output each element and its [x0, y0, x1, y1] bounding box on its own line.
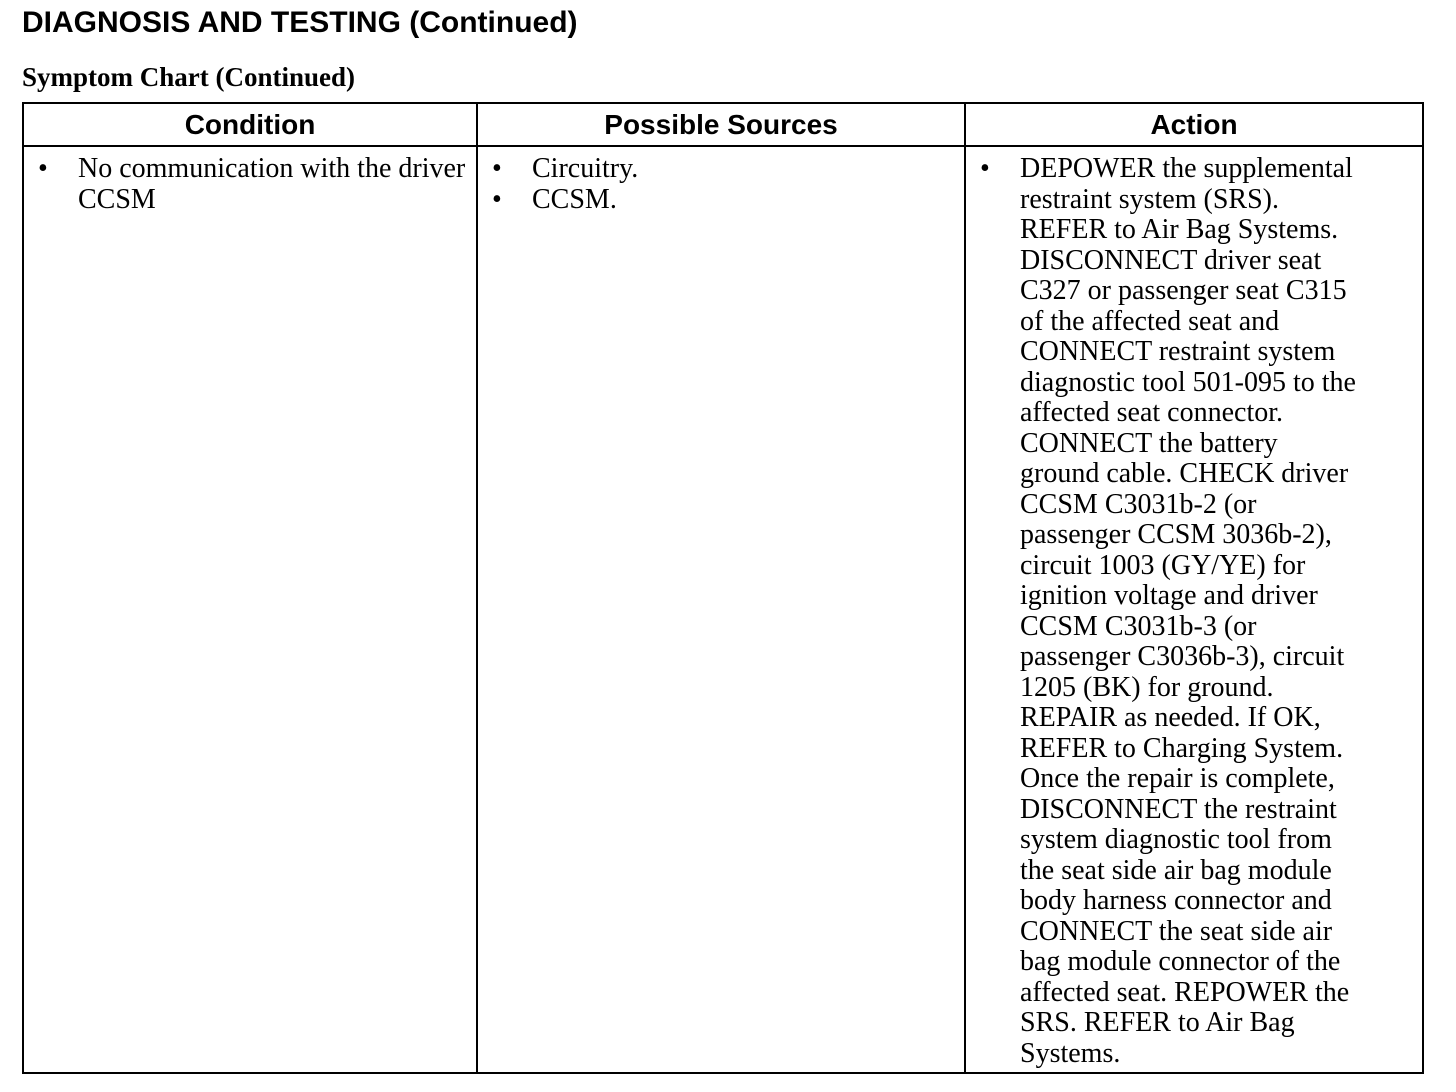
section-title: Symptom Chart (Continued) [22, 62, 356, 92]
condition-text: No communication with the driver CCSM [78, 153, 466, 215]
column-header-condition: Condition [23, 103, 477, 146]
possible-sources-cell [477, 146, 965, 1073]
column-header-action: Action [965, 103, 1423, 146]
page-title: DIAGNOSIS AND TESTING (Continued) [22, 6, 578, 39]
bullet-icon: • [492, 153, 502, 184]
condition-cell [23, 146, 477, 1073]
condition-list [24, 147, 476, 215]
action-cell [965, 146, 1423, 1073]
action-item [966, 154, 1414, 1069]
condition-item [24, 154, 468, 215]
possible-sources-list [478, 147, 964, 215]
source-item [478, 185, 956, 216]
source-text: CCSM. [532, 183, 617, 215]
action-list [966, 147, 1422, 1069]
action-text: DEPOWER the supplemental restraint system (SRS). REFER to Air Bag Systems. DISCONNECT driver seat C327 or passenger seat C315 of the affected seat and CONNECT restraint system diagnostic tool 501-095 to the affected seat connector. CONNECT the battery ground cable. CHECK driver CCSM C3031b-2 (or passenger CCSM 3036b-2), circuit 1003 (GY/YE) for ignition voltage and driver CCSM C3031b-3 (or passenger C3036b-3), circuit 1205 (BK) for ground. REPAIR as needed. If OK, REFER to Charging System. Once the repair is complete, DISCONNECT the restraint system diagnostic tool from the seat side air bag module body harness connector and CONNECT the seat side air bag module connector of the affected seat. REPOWER the SRS. REFER to Air Bag Systems. [1020, 153, 1356, 1069]
symptom-chart-table [22, 102, 1424, 1074]
bullet-icon: • [38, 153, 48, 184]
table-header-row [23, 103, 1423, 146]
table-row [23, 146, 1423, 1073]
source-item [478, 154, 956, 185]
bullet-icon: • [492, 183, 502, 215]
column-header-possible-sources: Possible Sources [477, 103, 965, 146]
bullet-icon: • [980, 153, 990, 184]
source-text: Circuitry. [532, 153, 639, 184]
